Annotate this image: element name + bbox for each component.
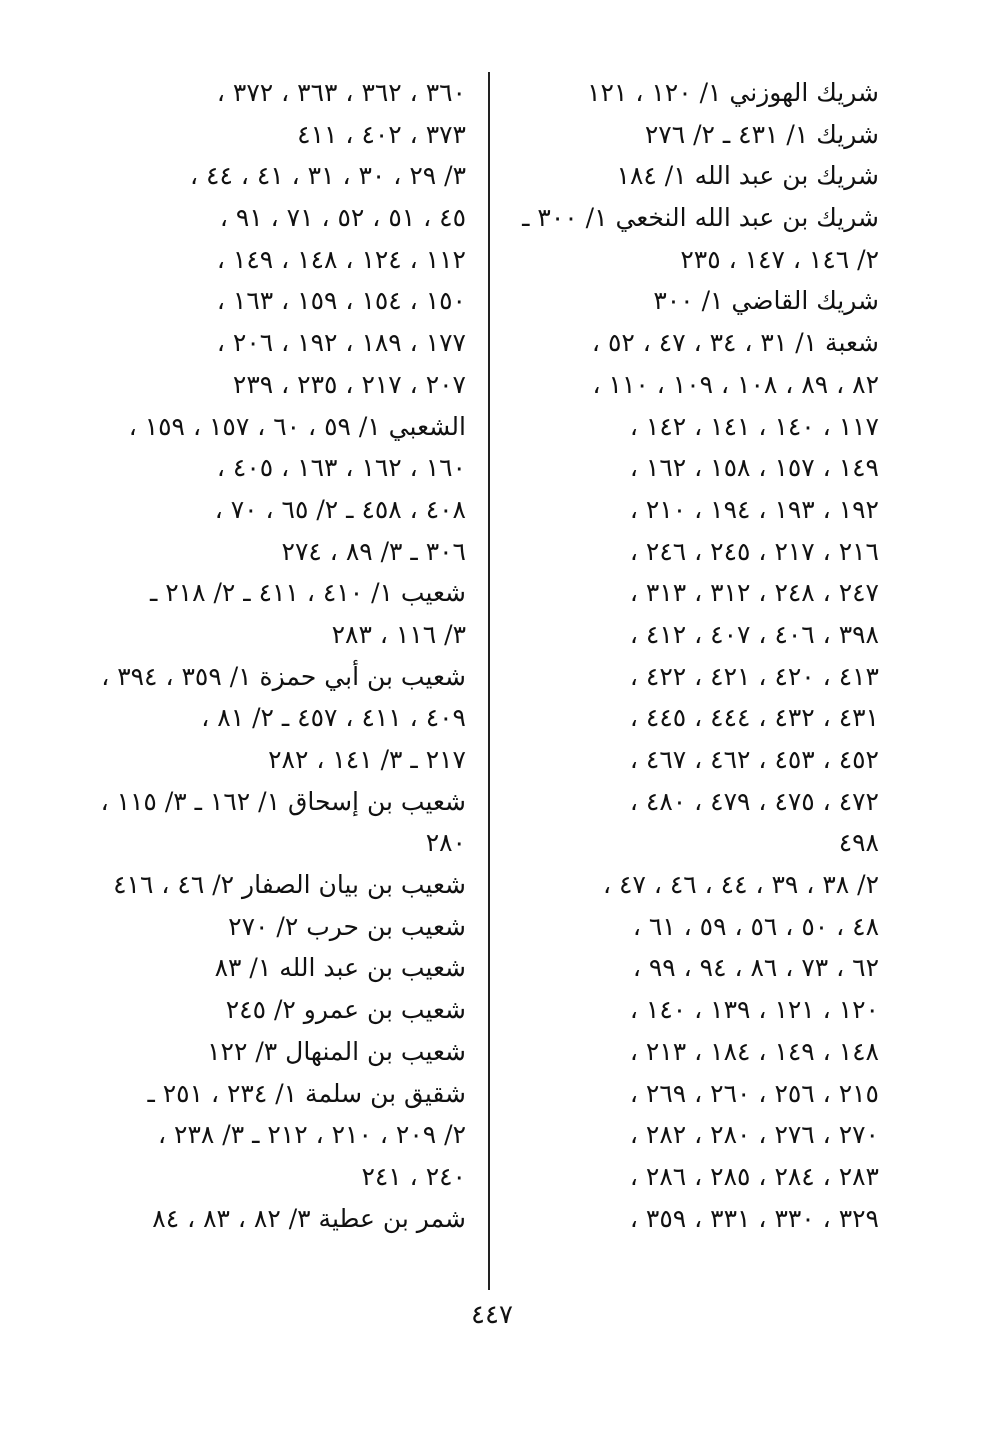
index-line: ٤٩٨ [838, 828, 879, 858]
index-line: ٣٢٩ ، ٣٣٠ ، ٣٣١ ، ٣٥٩ ، [629, 1203, 879, 1233]
index-line: ٢٠٧ ، ٢١٧ ، ٢٣٥ ، ٢٣٩ [232, 369, 466, 399]
index-line: ٣٠٦ ـ ٣/ ٨٩ ، ٢٧٤ [281, 536, 466, 566]
index-line: شقيق بن سلمة ١/ ٢٣٤ ، ٢٥١ ـ [147, 1078, 466, 1108]
index-line: شعيب بن بيان الصفار ٢/ ٤٦ ، ٤١٦ [113, 870, 466, 900]
index-line: ٦٢ ، ٧٣ ، ٨٦ ، ٩٤ ، ٩٩ ، [632, 953, 879, 983]
index-line: ٣٩٨ ، ٤٠٦ ، ٤٠٧ ، ٤١٢ ، [629, 619, 879, 649]
index-line: ١٦٠ ، ١٦٢ ، ١٦٣ ، ٤٠٥ ، [216, 453, 466, 483]
index-line: شعيب بن عبد الله ١/ ٨٣ [214, 953, 466, 983]
index-line: شريك القاضي ١/ ٣٠٠ [653, 286, 879, 316]
index-line: ٢١٥ ، ٢٥٦ ، ٢٦٠ ، ٢٦٩ ، [629, 1078, 879, 1108]
index-line: ٨٢ ، ٨٩ ، ١٠٨ ، ١٠٩ ، ١١٠ ، [592, 369, 879, 399]
index-line: ٢١٦ ، ٢١٧ ، ٢٤٥ ، ٢٤٦ ، [629, 536, 879, 566]
index-line: ٢٤٧ ، ٢٤٨ ، ٣١٢ ، ٣١٣ ، [629, 578, 879, 608]
index-line: ٢/ ٢٠٩ ، ٢١٠ ، ٢١٢ ـ ٣/ ٢٣٨ ، [158, 1120, 466, 1150]
index-line: شعيب بن حرب ٢/ ٢٧٠ [228, 911, 466, 941]
index-line: ٣/ ١١٦ ، ٢٨٣ [331, 619, 466, 649]
index-line: شعيب بن المنهال ٣/ ١٢٢ [207, 1036, 466, 1066]
right-index-column [509, 72, 879, 1239]
index-line: ٢٨٠ [425, 828, 466, 858]
index-line: ١١٢ ، ١٢٤ ، ١٤٨ ، ١٤٩ ، [216, 244, 466, 274]
index-line: ١٥٠ ، ١٥٤ ، ١٥٩ ، ١٦٣ ، [216, 286, 466, 316]
index-line: ٤٠٨ ، ٤٥٨ ـ ٢/ ٦٥ ، ٧٠ ، [214, 494, 466, 524]
index-line: ٢١٧ ـ ٣/ ١٤١ ، ٢٨٢ [268, 745, 466, 774]
index-line: ٤٨ ، ٥٠ ، ٥٦ ، ٥٩ ، ٦١ ، [632, 911, 879, 941]
index-line: ٢/ ١٤٦ ، ١٤٧ ، ٢٣٥ [680, 244, 879, 274]
index-line: ٤٥٢ ، ٤٥٣ ، ٤٦٢ ، ٤٦٧ ، [629, 745, 879, 774]
index-line: شعيب بن أبي حمزة ١/ ٣٥٩ ، ٣٩٤ ، [101, 661, 466, 691]
column-divider [488, 72, 490, 1290]
index-line: ١٤٨ ، ١٤٩ ، ١٨٤ ، ٢١٣ ، [629, 1036, 879, 1066]
index-line: ٢٨٣ ، ٢٨٤ ، ٢٨٥ ، ٢٨٦ ، [629, 1161, 879, 1191]
index-line: شريك الهوزني ١/ ١٢٠ ، ١٢١ [587, 78, 879, 107]
index-line: ١١٧ ، ١٤٠ ، ١٤١ ، ١٤٢ ، [629, 411, 879, 441]
index-line: ٤٣١ ، ٤٣٢ ، ٤٤٤ ، ٤٤٥ ، [629, 703, 879, 733]
index-line: شعيب ١/ ٤١٠ ، ٤١١ ـ ٢/ ٢١٨ ـ [149, 578, 466, 608]
index-line: ٤١٣ ، ٤٢٠ ، ٤٢١ ، ٤٢٢ ، [629, 661, 879, 691]
index-line: ١٢٠ ، ١٢١ ، ١٣٩ ، ١٤٠ ، [629, 995, 879, 1025]
index-line: ١٩٢ ، ١٩٣ ، ١٩٤ ، ٢١٠ ، [629, 494, 879, 524]
index-line: شريك بن عبد الله النخعي ١/ ٣٠٠ ـ [522, 203, 879, 233]
index-line: ٣/ ٢٩ ، ٣٠ ، ٣١ ، ٤١ ، ٤٤ ، [190, 161, 466, 191]
index-line: شريك بن عبد الله ١/ ١٨٤ [616, 161, 879, 191]
index-line: شمر بن عطية ٣/ ٨٢ ، ٨٣ ، ٨٤ [152, 1203, 466, 1233]
index-line: شريك ١/ ٤٣١ ـ ٢/ ٢٧٦ [644, 119, 879, 149]
left-index-column [101, 72, 466, 1239]
index-line: شعيب بن إسحاق ١/ ١٦٢ ـ ٣/ ١١٥ ، [100, 786, 466, 816]
index-line: الشعبي ١/ ٥٩ ، ٦٠ ، ١٥٧ ، ١٥٩ ، [128, 411, 466, 441]
page-number: ٤٤٧ [471, 1300, 513, 1330]
index-line: ٤٧٢ ، ٤٧٥ ، ٤٧٩ ، ٤٨٠ ، [629, 786, 879, 816]
index-line: ٣٦٠ ، ٣٦٢ ، ٣٦٣ ، ٣٧٢ ، [216, 78, 466, 107]
index-line: ٤٥ ، ٥١ ، ٥٢ ، ٧١ ، ٩١ ، [219, 203, 466, 233]
index-line: شعبة ١/ ٣١ ، ٣٤ ، ٤٧ ، ٥٢ ، [591, 328, 879, 358]
index-line: ٢٤٠ ، ٢٤١ [361, 1161, 466, 1191]
index-line: ٣٧٣ ، ٤٠٢ ، ٤١١ [297, 119, 466, 149]
index-line: ٤٠٩ ، ٤١١ ، ٤٥٧ ـ ٢/ ٨١ ، [201, 703, 466, 733]
index-line: ٢/ ٣٨ ، ٣٩ ، ٤٤ ، ٤٦ ، ٤٧ ، [603, 870, 879, 900]
index-line: ٢٧٠ ، ٢٧٦ ، ٢٨٠ ، ٢٨٢ ، [629, 1120, 879, 1150]
index-line: ١٤٩ ، ١٥٧ ، ١٥٨ ، ١٦٢ ، [629, 453, 879, 483]
index-line: شعيب بن عمرو ٢/ ٢٤٥ [225, 995, 466, 1025]
index-line: ١٧٧ ، ١٨٩ ، ١٩٢ ، ٢٠٦ ، [216, 328, 466, 358]
